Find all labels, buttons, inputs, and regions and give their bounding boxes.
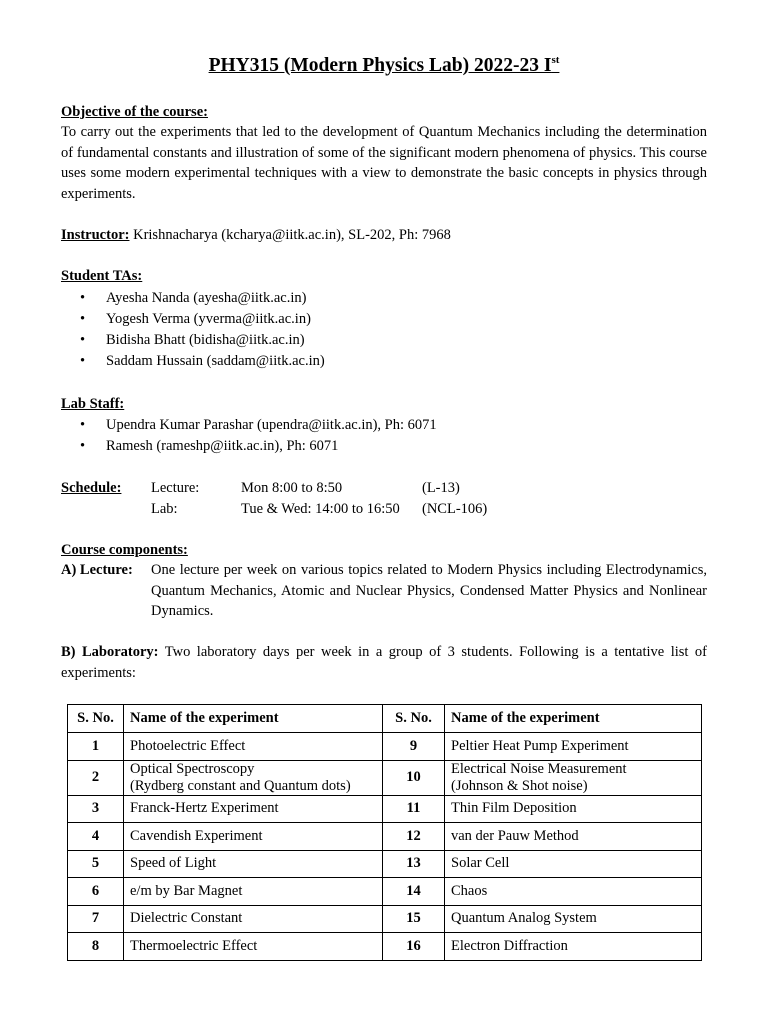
experiments-table	[67, 704, 702, 961]
header-experiment: Name of the experiment	[445, 705, 702, 733]
table-header-row	[68, 705, 702, 733]
table-cell: 15	[383, 905, 445, 933]
table-cell: 16	[383, 933, 445, 961]
table-cell: 9	[383, 733, 445, 761]
lecture-text: One lecture per week on various topics related to Modern Physics including Electrodynamics, Quantum Mechanics, Atomic and Nuclear Physics, Condensed Matter Physics and Nonlinear Dynamics.	[151, 562, 707, 620]
table-row	[68, 933, 702, 961]
table-cell: Quantum Analog System	[445, 905, 702, 933]
table-row	[68, 878, 702, 906]
objective-text: To carry out the experiments that led to the development of Quantum Mechanics including the determination of fundamental constants and illustration of some of the significant modern phenomena of physics. This course uses some modern experimental techniques with a view to demonstrate the basic concepts in physics through experiments.	[61, 124, 707, 203]
schedule-lecture-room: (L-13)	[422, 480, 460, 496]
table-cell: Solar Cell	[445, 850, 702, 878]
header-sno: S. No.	[383, 705, 445, 733]
table-cell: 1	[68, 733, 124, 761]
table-cell: 13	[383, 850, 445, 878]
instructor-label: Instructor:	[61, 227, 130, 243]
list-item: • Ayesha Nanda (ayesha@iitk.ac.in)	[80, 288, 325, 309]
table-cell: Franck-Hertz Experiment	[124, 795, 383, 823]
laboratory-text: Two laboratory days per week in a group of 3 students. Following is a tentative list of experiments:	[61, 644, 708, 681]
laboratory-label: B) Laboratory:	[61, 644, 159, 660]
table-cell: Photoelectric Effect	[124, 733, 383, 761]
table-cell: e/m by Bar Magnet	[124, 878, 383, 906]
staff-list	[80, 415, 437, 457]
table-row	[68, 823, 702, 851]
table-cell: Cavendish Experiment	[124, 823, 383, 851]
laboratory-paragraph	[61, 642, 707, 683]
instructor-text: Krishnacharya (kcharya@iitk.ac.in), SL-202, Ph: 7968	[129, 227, 451, 243]
table-cell: Chaos	[445, 878, 702, 906]
list-item: • Yogesh Verma (yverma@iitk.ac.in)	[80, 309, 325, 330]
table-cell: Dielectric Constant	[124, 905, 383, 933]
table-cell: Speed of Light	[124, 850, 383, 878]
schedule-heading: Schedule:	[61, 480, 122, 496]
table-cell: 11	[383, 795, 445, 823]
table-row	[68, 850, 702, 878]
table-cell: 3	[68, 795, 124, 823]
header-experiment: Name of the experiment	[124, 705, 383, 733]
header-sno: S. No.	[68, 705, 124, 733]
table-cell: Peltier Heat Pump Experiment	[445, 733, 702, 761]
table-cell: 4	[68, 823, 124, 851]
tas-list	[80, 288, 325, 372]
schedule-lecture-type: Lecture:	[151, 480, 200, 496]
table-cell: Electrical Noise Measurement (Johnson & Shot noise)	[445, 760, 702, 795]
table-cell: 10	[383, 760, 445, 795]
list-item: • Bidisha Bhatt (bidisha@iitk.ac.in)	[80, 330, 325, 351]
table-cell: 6	[68, 878, 124, 906]
tas-heading: Student TAs:	[61, 268, 143, 284]
table-cell: 2	[68, 760, 124, 795]
table-cell: Optical Spectroscopy (Rydberg constant and Quantum dots)	[124, 760, 383, 795]
table-row	[68, 733, 702, 761]
schedule-lab-time: Tue & Wed: 14:00 to 16:50	[241, 501, 400, 517]
staff-heading: Lab Staff:	[61, 396, 125, 412]
list-item: • Ramesh (rameshp@iitk.ac.in), Ph: 6071	[80, 436, 437, 457]
table-cell: 7	[68, 905, 124, 933]
objective-heading: Objective of the course:	[61, 104, 208, 120]
table-cell: 14	[383, 878, 445, 906]
table-row	[68, 905, 702, 933]
schedule-lab-room: (NCL-106)	[422, 501, 488, 517]
table-cell: 8	[68, 933, 124, 961]
schedule-lab-type: Lab:	[151, 501, 178, 517]
list-item: • Upendra Kumar Parashar (upendra@iitk.ac.in), Ph: 6071	[80, 415, 437, 436]
table-cell: van der Pauw Method	[445, 823, 702, 851]
schedule-lecture-time: Mon 8:00 to 8:50	[241, 480, 343, 496]
table-row	[68, 795, 702, 823]
list-item: • Saddam Hussain (saddam@iitk.ac.in)	[80, 351, 325, 372]
table-cell: Thermoelectric Effect	[124, 933, 383, 961]
page-title: PHY315 (Modern Physics Lab) 2022-23 Ist	[208, 54, 560, 76]
table-cell: 12	[383, 823, 445, 851]
lecture-label: A) Lecture:	[61, 562, 133, 578]
table-cell: Electron Diffraction	[445, 933, 702, 961]
instructor-line	[61, 225, 451, 246]
table-cell: 5	[68, 850, 124, 878]
table-row	[68, 760, 702, 795]
components-heading: Course components:	[61, 542, 188, 558]
table-cell: Thin Film Deposition	[445, 795, 702, 823]
